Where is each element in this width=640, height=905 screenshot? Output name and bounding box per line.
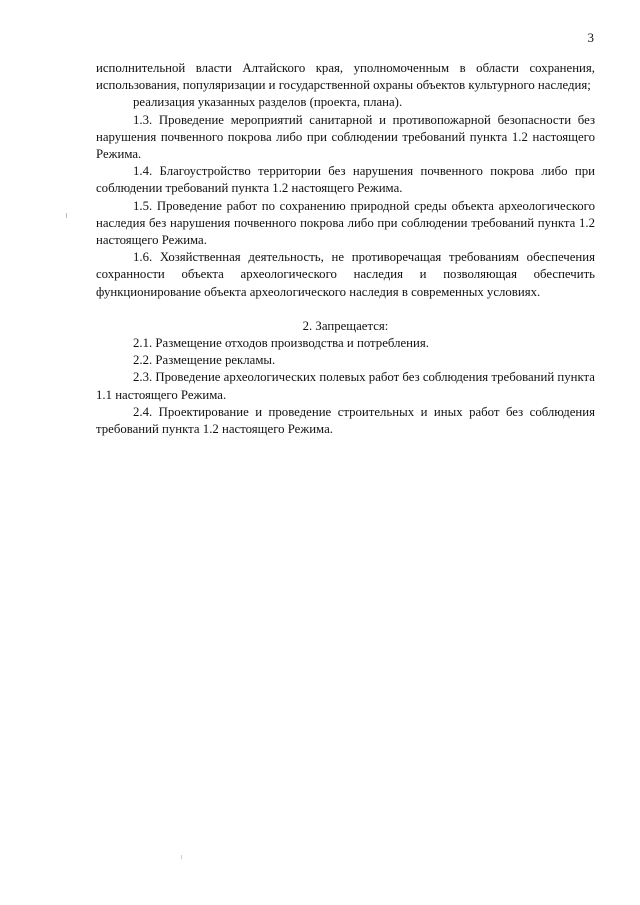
paragraph-item-2-4: 2.4. Проектирование и проведение строительных и иных работ без соблюдения требований пункта 1.2 настоящего Режима. (96, 404, 595, 437)
paragraph-item-1-3: 1.3. Проведение мероприятий санитарной и противопожарной безопасности без нарушения почвенного покрова либо при соблюдении требований пункта 1.2 настоящего Режима. (96, 112, 595, 162)
paragraph-item-2-1: 2.1. Размещение отходов производства и потребления. (133, 336, 429, 351)
scan-speck (66, 213, 67, 218)
paragraph-implementation: реализация указанных разделов (проекта, плана). (133, 95, 403, 110)
page-number: 3 (587, 30, 594, 45)
paragraph-item-1-6: 1.6. Хозяйственная деятельность, не противоречащая требованиям обеспечения сохранности объекта археологического наследия и позволяющая обеспечить функционирование объекта археологического наследия в современных условиях. (96, 250, 595, 299)
paragraph-item-2-3: 2.3. Проведение археологических полевых работ без соблюдения требований пункта 1.1 настоящего Режима. (96, 370, 595, 402)
paragraph-item-1-5: 1.5. Проведение работ по сохранению природной среды объекта археологического наследия без нарушения почвенного покрова либо при соблюдении требований пункта 1.2 настоящего Режима. (96, 198, 595, 248)
document-body (96, 60, 595, 438)
section-heading-prohibited: 2. Запрещается: (302, 318, 389, 333)
paragraph-item-2-2: 2.2. Размещение рекламы. (133, 353, 276, 368)
paragraph-item-1-4: 1.4. Благоустройство территории без нарушения почвенного покрова либо при соблюдении требований пункта 1.2 настоящего Режима. (96, 164, 595, 196)
scan-speck (181, 855, 182, 859)
paragraph-continuation: исполнительной власти Алтайского края, уполномоченным в области сохранения, использования, популяризации и государственной охраны объектов культурного наследия; (96, 61, 595, 93)
